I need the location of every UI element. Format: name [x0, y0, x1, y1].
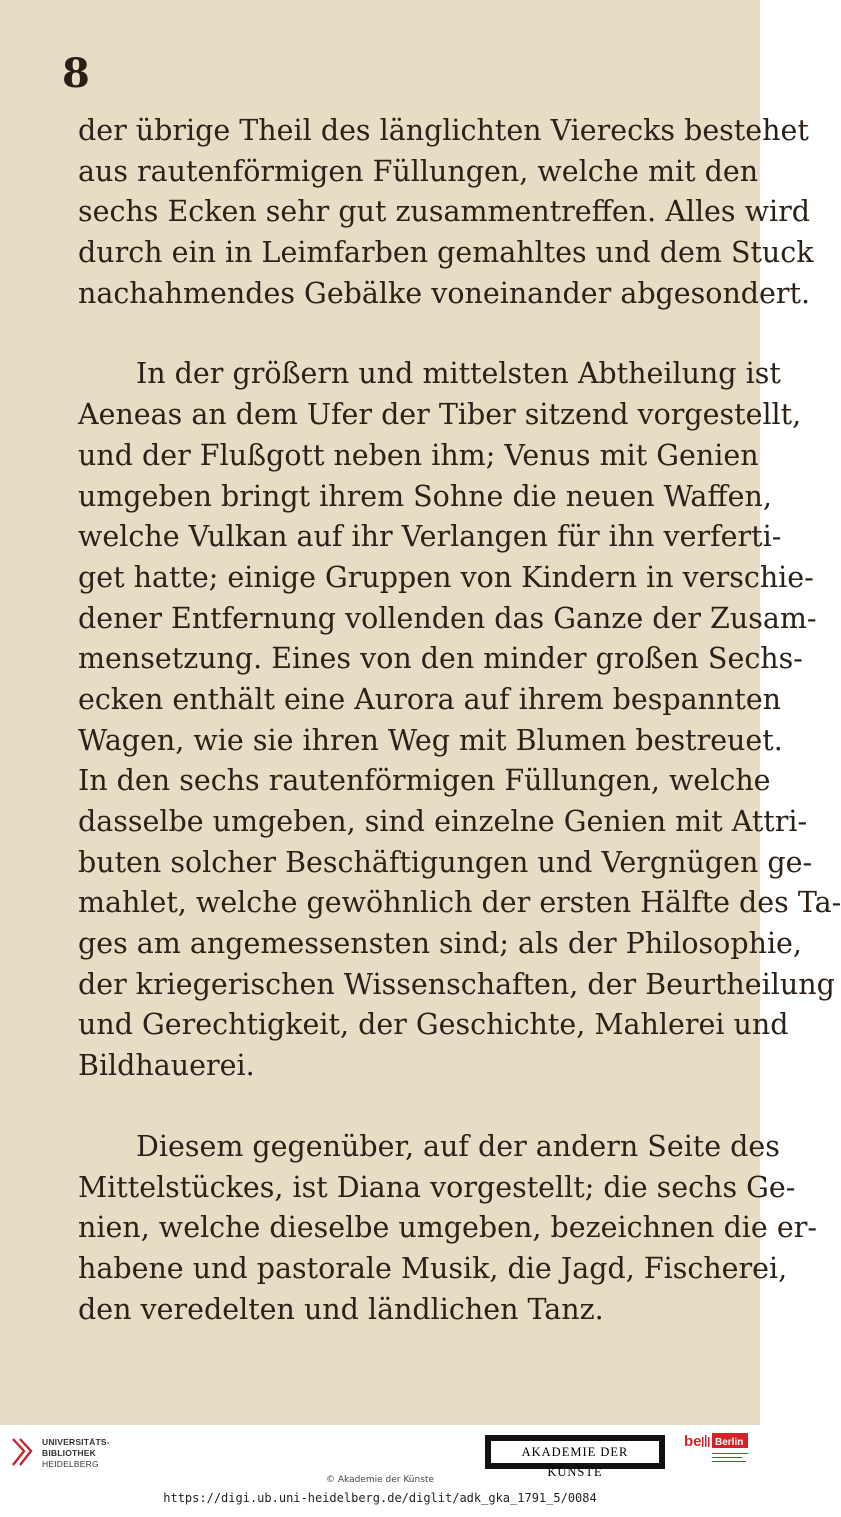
text-line: buten solcher Beschäftigungen und Vergnügen ge-	[78, 845, 813, 879]
library-logo-line: BIBLIOTHEK	[42, 1448, 96, 1458]
text-line: Mittelstückes, ist Diana vorgestellt; die sechs Ge-	[78, 1170, 796, 1204]
text-line: ecken enthält eine Aurora auf ihrem bespannten	[78, 682, 782, 716]
copyright-notice: © Akademie der Künste	[326, 1475, 434, 1485]
paragraph-gap	[78, 314, 714, 354]
berlin-logo[interactable]	[682, 1431, 752, 1473]
text-line: Bildhauerei.	[78, 1049, 255, 1083]
text-line: dasselbe umgeben, sind einzelne Genien mit Attri-	[78, 805, 808, 838]
library-logo-line: HEIDELBERG	[42, 1459, 99, 1469]
text-line: ges am angemessensten sind; als der Philosophie,	[78, 927, 802, 961]
paragraph-gap	[78, 1087, 714, 1127]
svg-text:Berlin: Berlin	[715, 1437, 744, 1448]
text-line: und der Flußgott neben ihm; Venus mit Genien	[78, 438, 759, 472]
text-line: nachahmendes Gebälke voneinander abgesondert.	[78, 276, 811, 310]
library-emblem-icon	[10, 1435, 36, 1471]
text-line: In der größern und mittelsten Abtheilung ist	[136, 357, 781, 391]
page-number: 8	[62, 50, 90, 97]
text-line: Diesem gegenüber, auf der andern Seite des	[136, 1129, 780, 1163]
text-line: den veredelten und ländlichen Tanz.	[78, 1292, 604, 1326]
academy-logo[interactable]	[485, 1435, 665, 1479]
svg-text:be: be	[684, 1433, 702, 1450]
text-line: aus rautenförmigen Füllungen, welche mit den	[78, 154, 759, 188]
text-line: Wagen, wie sie ihren Weg mit Blumen bestreuet.	[78, 723, 783, 757]
body-text	[78, 111, 841, 1330]
text-line: umgeben bringt ihrem Sohne die neuen Waffen,	[78, 479, 772, 513]
berlin-logo-icon	[682, 1431, 752, 1473]
text-line: welche Vulkan auf ihr Verlangen für ihn verferti-	[78, 520, 782, 554]
text-line: mahlet, welche gewöhnlich der ersten Hälfte des Ta-	[78, 886, 841, 920]
viewer-footer	[0, 1425, 760, 1517]
text-line: get hatte; einige Gruppen von Kindern in verschie-	[78, 560, 814, 594]
text-line: der übrige Theil des länglichten Vierecks bestehet	[78, 114, 809, 147]
page-url[interactable]: https://digi.ub.uni-heidelberg.de/diglit/adk_gka_1791_5/0084	[163, 1491, 597, 1505]
text-line: nien, welche dieselbe umgeben, bezeichnen die er-	[78, 1211, 817, 1245]
text-line: und Gerechtigkeit, der Geschichte, Mahlerei und	[78, 1008, 789, 1042]
academy-logo-label: AKADEMIE DER KÜNSTE	[491, 1441, 659, 1463]
text-line: In den sechs rautenförmigen Füllungen, welche	[78, 764, 771, 798]
text-line: dener Entfernung vollenden das Ganze der Zusam-	[78, 601, 817, 635]
text-line: der kriegerischen Wissenschaften, der Beurtheilung	[78, 967, 835, 1001]
text-line: Aeneas an dem Ufer der Tiber sitzend vorgestellt,	[78, 398, 802, 432]
library-logo-line: UNIVERSITÄTS-	[42, 1437, 110, 1447]
text-line: sechs Ecken sehr gut zusammentreffen. Alles wird	[78, 195, 810, 229]
text-line: habene und pastorale Musik, die Jagd, Fischerei,	[78, 1251, 788, 1285]
text-line: durch ein in Leimfarben gemahltes und dem Stuck	[78, 236, 814, 270]
text-line: mensetzung. Eines von den minder großen Sechs-	[78, 642, 803, 676]
university-library-logo[interactable]	[10, 1433, 130, 1473]
